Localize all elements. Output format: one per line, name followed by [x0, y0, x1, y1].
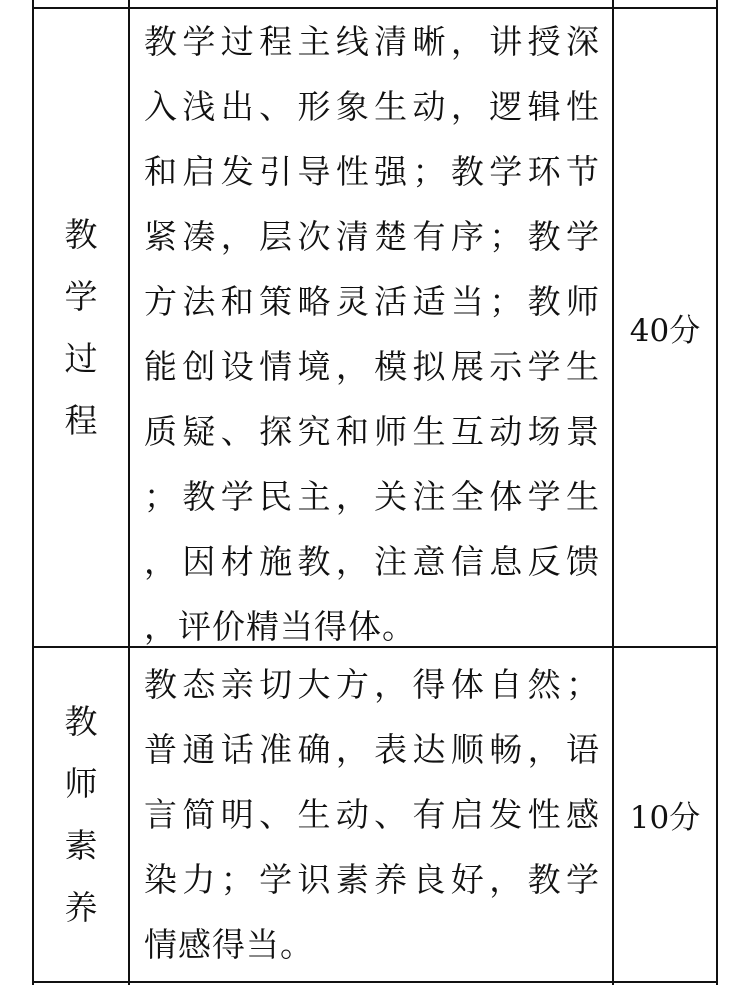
score-cell-teaching-process: 40分 — [629, 313, 701, 349]
category-char: 师 — [64, 763, 98, 803]
category-char: 过 — [64, 338, 98, 378]
description-line: 入浅出、形象生动，逻辑性 — [144, 87, 600, 126]
description-cell-teacher-quality — [130, 652, 612, 981]
table-border-right — [716, 0, 718, 985]
description-line: ；教学民主，关注全体学生 — [144, 477, 600, 516]
category-char: 教 — [64, 214, 98, 254]
description-line: 和启发引导性强；教学环节 — [144, 152, 600, 191]
category-char: 学 — [64, 276, 98, 316]
table-row-bottom-border — [32, 981, 718, 983]
category-char: 程 — [64, 400, 98, 440]
category-char: 养 — [64, 887, 98, 927]
category-char: 素 — [64, 825, 98, 865]
description-line: 染力；学识素养良好，教学 — [144, 860, 600, 899]
category-cell-teacher-quality — [34, 648, 128, 981]
description-line: 言简明、生动、有启发性感 — [144, 795, 600, 834]
description-line: ，评价精当得体。 — [144, 607, 416, 646]
description-line: 质疑、探究和师生互动场景 — [144, 412, 600, 451]
description-line: 教学过程主线清晰，讲授深 — [144, 22, 600, 61]
description-line: 紧凑，层次清楚有序；教学 — [144, 217, 600, 256]
category-cell-teaching-process — [34, 9, 128, 646]
description-line: 普通话准确，表达顺畅，语 — [144, 730, 600, 769]
description-line: 方法和策略灵活适当；教师 — [144, 282, 600, 321]
description-cell-teaching-process — [130, 9, 612, 646]
description-line: ，因材施教，注意信息反馈 — [144, 542, 600, 581]
description-line: 教态亲切大方，得体自然； — [144, 665, 600, 704]
score-cell-teacher-quality: 10分 — [629, 800, 701, 836]
description-line: 情感得当。 — [144, 925, 314, 964]
category-char: 教 — [64, 701, 98, 741]
description-line: 能创设情境，模拟展示学生 — [144, 347, 600, 386]
